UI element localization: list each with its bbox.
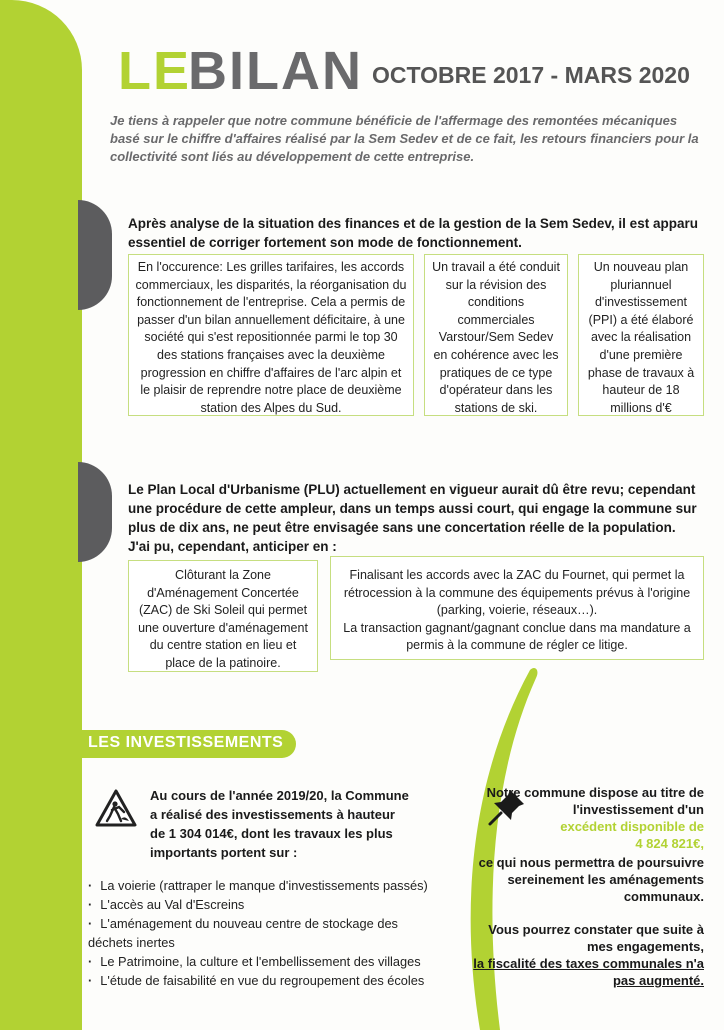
section1-box-commercial: Un travail a été conduit sur la révision des conditions commerciales Varstour/Sem Sedev en cohérence avec les pratiques de ce type d'opérateur dans les stations de ski. <box>424 254 568 416</box>
list-item: · L'étude de faisabilité en vue du regroupement des écoles <box>88 971 428 990</box>
section2-lead-anticipate: J'ai pu, cependant, anticiper en : <box>128 539 337 554</box>
surplus-amount: excédent disponible de 4 824 821€, <box>560 819 704 851</box>
gray-tab-marker <box>78 462 112 562</box>
gray-tab-marker <box>78 200 112 310</box>
section2-box-zac-fournet <box>330 556 704 660</box>
page-title-bilan: BILAN <box>188 41 363 101</box>
section-title-investissements: LES INVESTISSEMENTS <box>88 734 284 751</box>
tax-statement: la fiscalité des taxes communales n'a pas augmenté. <box>473 956 704 988</box>
list-item: · La voierie (rattraper le manque d'investissements passés) <box>88 876 428 895</box>
road-works-icon <box>94 788 138 828</box>
zac-fournet-text: Finalisant les accords avec la ZAC du Fournet, qui permet la rétrocession à la commune des équipements prévus à l'origine (parking, voierie, réseaux…). <box>343 568 691 618</box>
right-summary <box>470 784 704 989</box>
list-item: · L'accès au Val d'Escreins <box>88 895 428 914</box>
page-title-le: LE <box>118 41 192 101</box>
page-period: OCTOBRE 2017 - MARS 2020 <box>372 62 690 88</box>
zac-fournet-transaction: La transaction gagnant/gagnant conclue dans ma mandature a permis à la commune de régler ce litige. <box>343 620 691 653</box>
surplus-intro: Notre commune dispose au titre de l'investissement d'un <box>486 785 704 817</box>
section2-lead: Le Plan Local d'Urbanisme (PLU) actuellement en vigueur aurait dû être revu; cependant une procédure de cette ampleur, dans un temps aussi court, qui engage la commune sur plus de dix ans, ne peut être envisagée sans une concertation réelle de la population. <box>128 482 697 535</box>
commitments-text: Vous pourrez constater que suite à mes engagements, <box>488 922 704 954</box>
list-item: · Le Patrimoine, la culture et l'embellissement des villages <box>88 952 428 971</box>
section1-box-ppi: Un nouveau plan pluriannuel d'investissement (PPI) a été élaboré avec la réalisation d'une première phase de travaux à hauteur de 18 millions d'€ <box>578 254 704 416</box>
green-side-band <box>0 0 82 1030</box>
section2-box-zac-ski-soleil: Clôturant la Zone d'Aménagement Concertée (ZAC) de Ski Soleil qui permet une ouverture d'aménagement du centre station en lieu et place de la patinoire. <box>128 560 318 672</box>
investments-list <box>88 876 428 990</box>
section1-lead: Après analyse de la situation des finances et de la gestion de la Sem Sedev, il est apparu essentiel de corriger fortement son mode de fonctionnement. <box>128 216 698 250</box>
surplus-consequence: ce qui nous permettra de poursuivre sereinement les aménagements communaux. <box>478 855 704 904</box>
intro-paragraph: Je tiens à rappeler que notre commune bénéficie de l'affermage des remontées mécaniques basé sur le chiffre d'affaires réalisé par la Sem Sedev et de ce fait, les retours financiers pour la collectivité sont liés au développement de cette entreprise. <box>110 113 699 164</box>
list-item: · L'aménagement du nouveau centre de stockage des déchets inertes <box>88 914 428 952</box>
investments-text: Au cours de l'année 2019/20, la Commune a réalisé des investissements à hauteur de 1 304 014€, dont les travaux les plus importants portent sur : <box>150 788 409 860</box>
section1-box-tariffs: En l'occurence: Les grilles tarifaires, les accords commerciaux, les disparités, la réorganisation du fonctionnement de l'entreprise. Cela a permis de passer d'un bilan annuellement déficitaire, à une société qui s'est repositionnée parmi le top 30 des stations françaises avec la deuxième progression en chiffre d'affaires de l'arc alpin et le plaisir de reprendre notre place de deuxième station des Alpes du Sud. <box>128 254 414 416</box>
